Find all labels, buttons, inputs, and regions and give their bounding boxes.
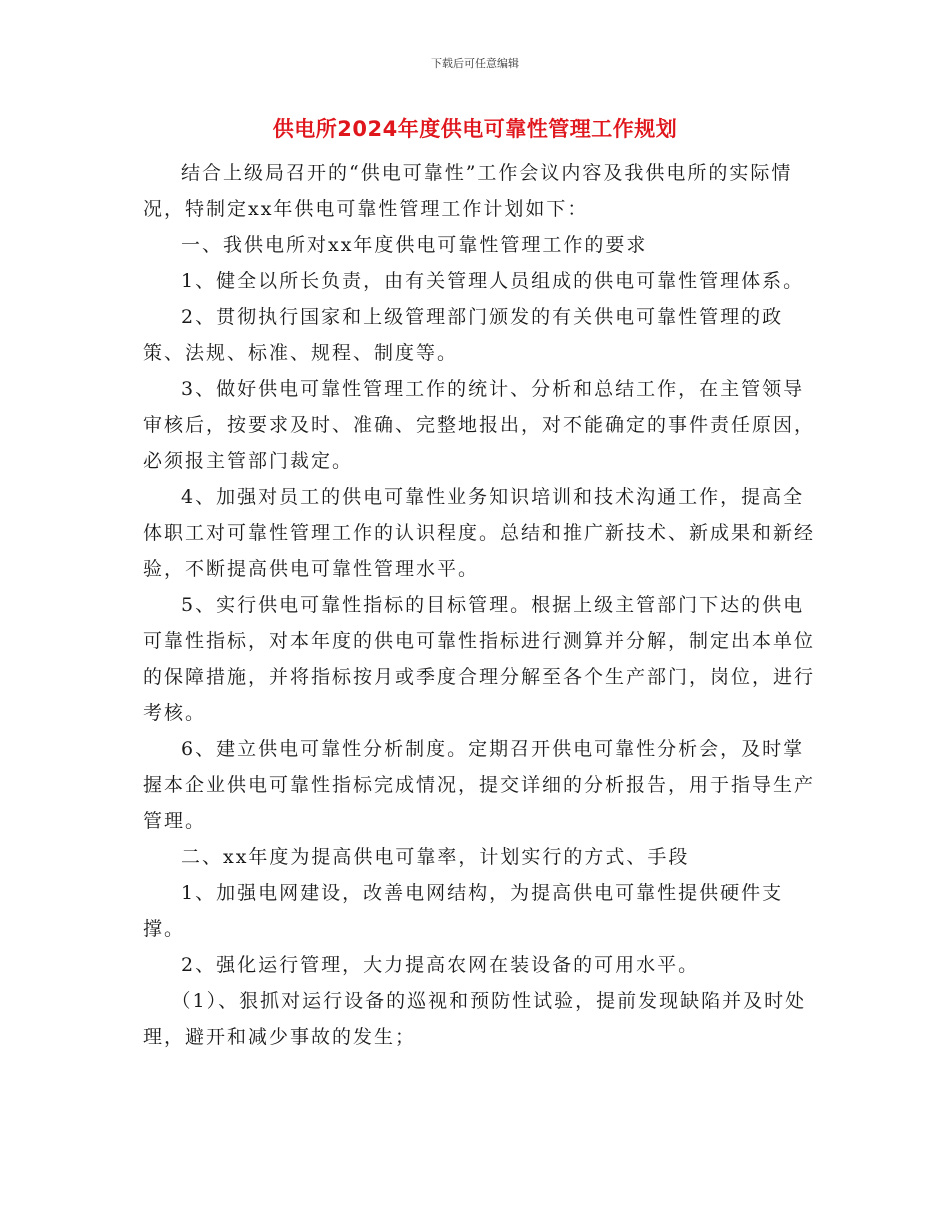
section-heading-1: 一、我供电所对xx年度供电可靠性管理工作的要求 [181, 234, 648, 256]
section-heading-2: 二、xx年度为提高供电可靠率，计划实行的方式、手段 [181, 846, 690, 868]
measure-item-2: 2、强化运行管理，大力提高农网在装设备的可用水平。 [181, 954, 700, 976]
requirement-item-5: 5、实行供电可靠性指标的目标管理。根据上级主管部门下达的供电可靠性指标，对本年度的供电可靠性指标进行测算并分解，制定出本单位的保障措施，并将指标按月或季度合理分解至各个生产部门，岗位，进行考核。 [143, 594, 816, 724]
measure-subitem-1: （1）、狠抓对运行设备的巡视和预防性试验，提前发现缺陷并及时处理，避开和减少事故的发生； [143, 990, 807, 1048]
requirement-item-3: 3、做好供电可靠性管理工作的统计、分析和总结工作，在主管领导审核后，按要求及时、准确、完整地报出，对不能确定的事件责任原因，必须报主管部门裁定。 [143, 378, 816, 472]
requirement-item-6: 6、建立供电可靠性分析制度。定期召开供电可靠性分析会，及时掌握本企业供电可靠性指标完成情况，提交详细的分析报告，用于指导生产管理。 [143, 738, 816, 832]
measure-item-1: 1、加强电网建设，改善电网结构，为提高供电可靠性提供硬件支撑。 [143, 882, 784, 940]
intro-paragraph: 结合上级局召开的“供电可靠性”工作会议内容及我供电所的实际情况，特制定xx年供电可靠性管理工作计划如下： [143, 162, 793, 220]
requirement-item-4: 4、加强对员工的供电可靠性业务知识培训和技术沟通工作，提高全体职工对可靠性管理工作的认识程度。总结和推广新技术、新成果和新经验，不断提高供电可靠性管理水平。 [143, 486, 816, 580]
requirement-item-2: 2、贯彻执行国家和上级管理部门颁发的有关供电可靠性管理的政策、法规、标准、规程、制度等。 [143, 306, 784, 364]
requirement-item-1: 1、健全以所长负责，由有关管理人员组成的供电可靠性管理体系。 [181, 270, 805, 292]
document-body [143, 155, 823, 1055]
document-title: 供电所2024年度供电可靠性管理工作规划 [272, 117, 678, 141]
header-note: 下载后可任意编辑 [431, 57, 519, 70]
